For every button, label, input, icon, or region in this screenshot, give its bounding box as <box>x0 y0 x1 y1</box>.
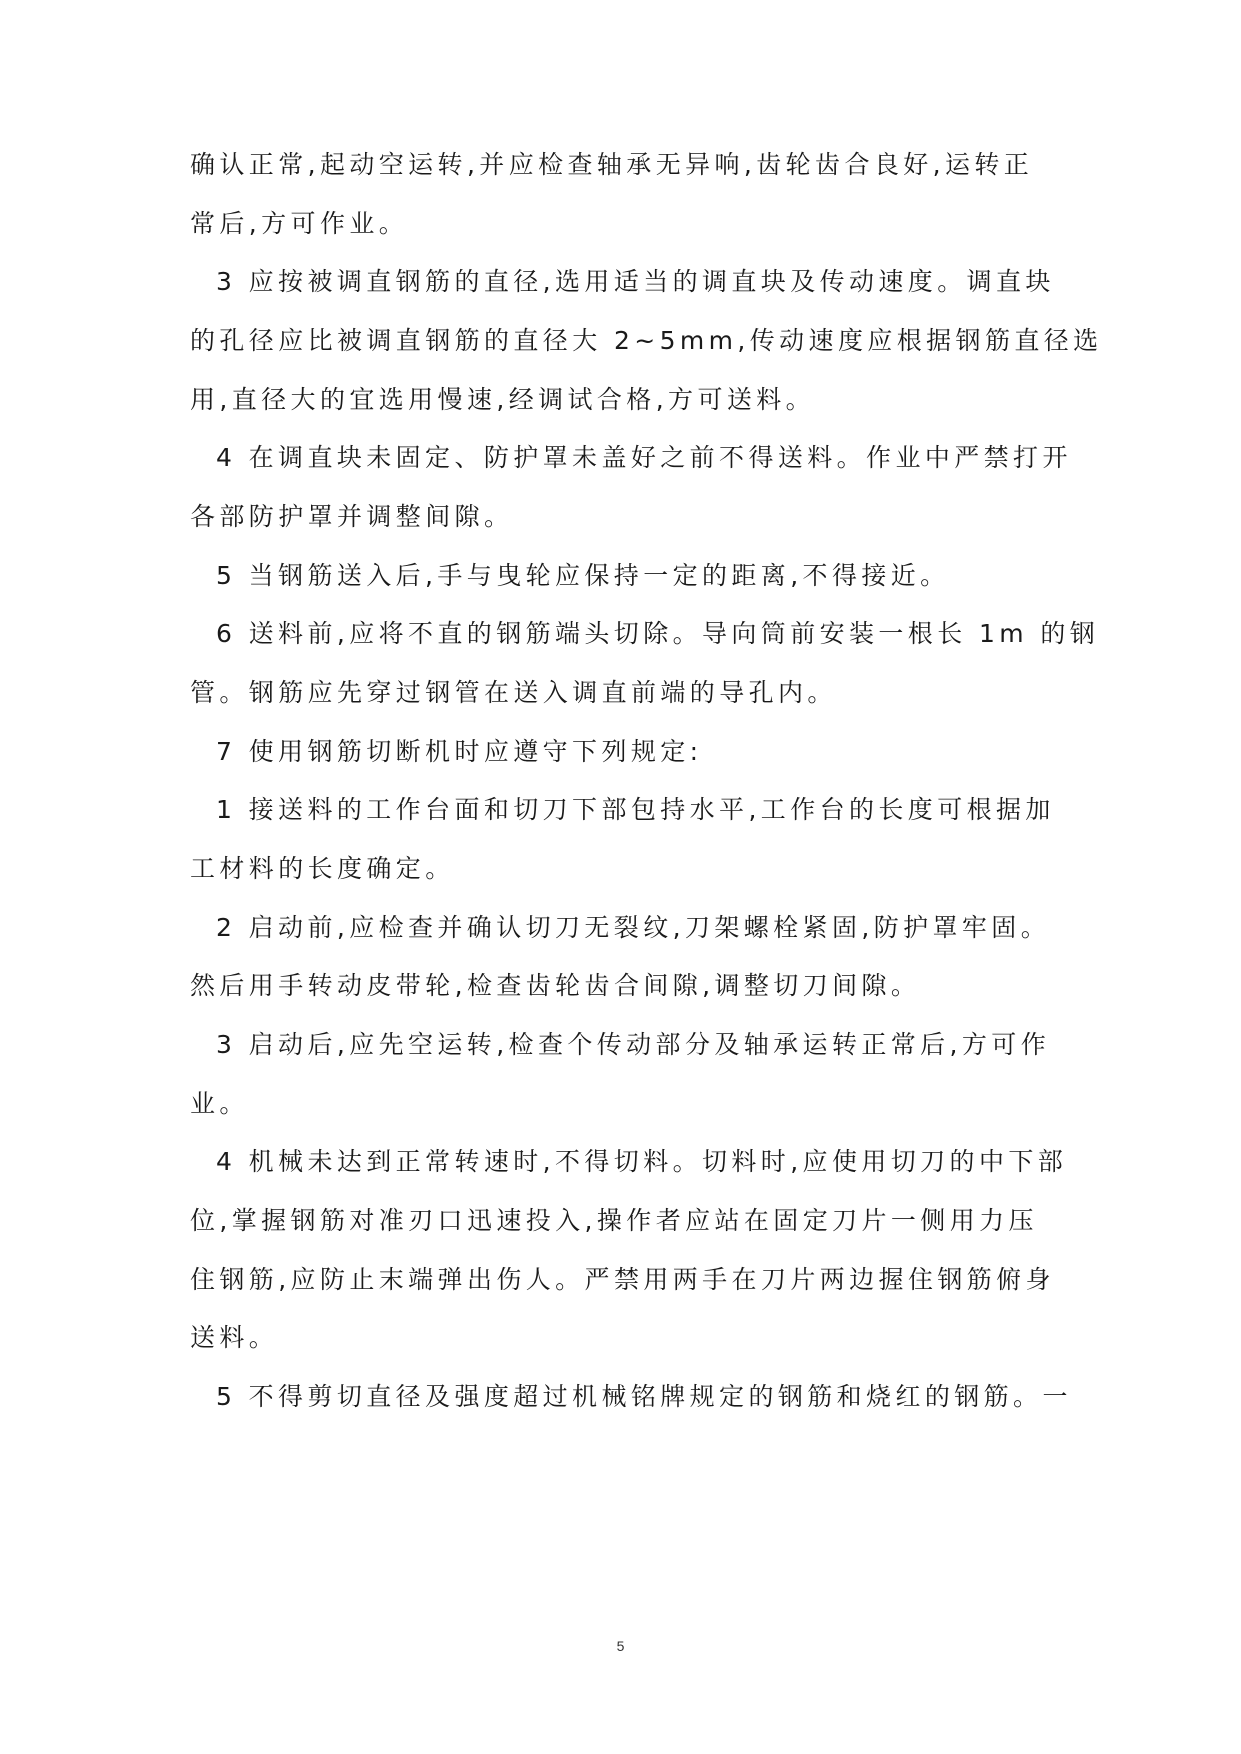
paragraph-first-line: 1 接送料的工作台面和切刀下部包持水平,工作台的长度可根据加 <box>216 795 1055 824</box>
text-line: 的孔径应比被调直钢筋的直径大 2~5mm,传动速度应根据钢筋直径选 <box>190 326 1103 355</box>
text-line: 各部防护罩并调整间隙。 <box>190 502 514 531</box>
paragraph-first-line: 5 不得剪切直径及强度超过机械铭牌规定的钢筋和烧红的钢筋。一 <box>216 1382 1072 1411</box>
paragraph-first-line: 4 在调直块未固定、防护罩未盖好之前不得送料。作业中严禁打开 <box>216 443 1072 472</box>
text-line: 管。钢筋应先穿过钢管在送入调直前端的导孔内。 <box>190 678 837 707</box>
paragraph-first-line: 4 机械未达到正常转速时,不得切料。切料时,应使用切刀的中下部 <box>216 1147 1068 1176</box>
page-number: 5 <box>616 1638 625 1654</box>
text-line: 确认正常,起动空运转,并应检查轴承无异响,齿轮齿合良好,运转正 <box>190 150 1034 179</box>
text-line: 业。 <box>190 1089 249 1118</box>
paragraph-first-line: 2 启动前,应检查并确认切刀无裂纹,刀架螺栓紧固,防护罩牢固。 <box>216 913 1051 942</box>
text-line: 常后,方可作业。 <box>190 209 409 238</box>
text-line: 用,直径大的宜选用慢速,经调试合格,方可送料。 <box>190 385 816 414</box>
text-line: 送料。 <box>190 1323 279 1352</box>
paragraph-first-line: 3 应按被调直钢筋的直径,选用适当的调直块及传动速度。调直块 <box>216 267 1055 296</box>
paragraph-first-line: 3 启动后,应先空运转,检查个传动部分及轴承运转正常后,方可作 <box>216 1030 1051 1059</box>
text-line: 位,掌握钢筋对准刃口迅速投入,操作者应站在固定刀片一侧用力压 <box>190 1206 1038 1235</box>
text-line: 住钢筋,应防止末端弹出伤人。严禁用两手在刀片两边握住钢筋俯身 <box>190 1265 1055 1294</box>
text-line: 工材料的长度确定。 <box>190 854 455 883</box>
paragraph-first-line: 5 当钢筋送入后,手与曳轮应保持一定的距离,不得接近。 <box>216 561 950 590</box>
text-line: 然后用手转动皮带轮,检查齿轮齿合间隙,调整切刀间隙。 <box>190 971 921 1000</box>
paragraph-first-line: 7 使用钢筋切断机时应遵守下列规定: <box>216 737 703 766</box>
paragraph-first-line: 6 送料前,应将不直的钢筋端头切除。导向筒前安装一根长 1m 的钢 <box>216 619 1100 648</box>
